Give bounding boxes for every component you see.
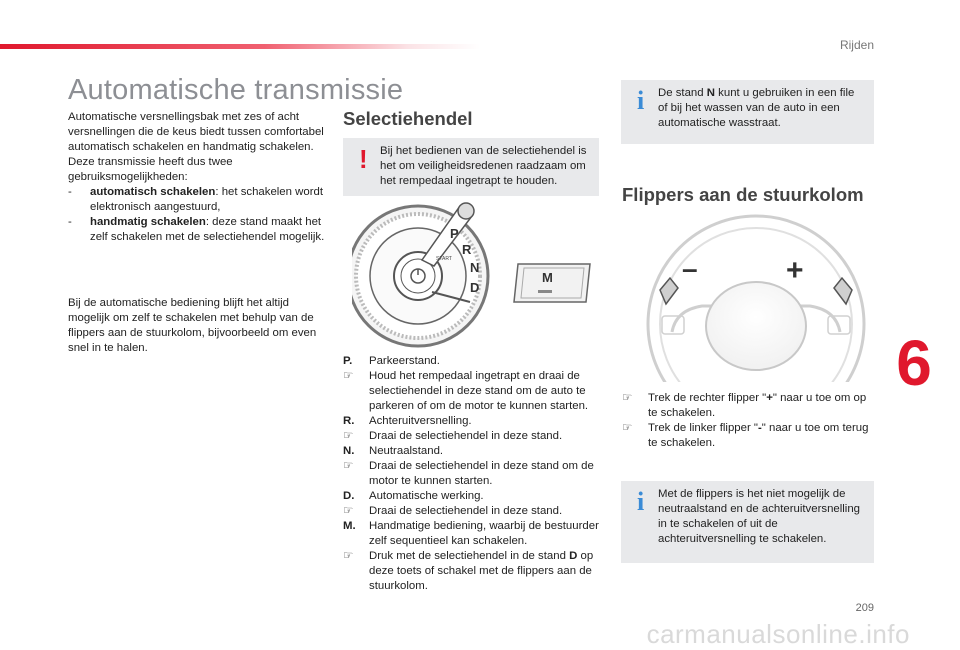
list-item — [68, 185, 328, 215]
bullet-icon: ☞ — [343, 370, 354, 382]
item-bold-term: handmatig schakelen — [90, 216, 206, 228]
list-item: ☞ Trek de rechter flipper "+" naar u toe om op te schakelen. — [622, 392, 867, 419]
gear-positions-list — [343, 354, 605, 594]
wheel-hub — [706, 282, 806, 370]
m-button-illustration — [512, 262, 592, 304]
bullet-icon: ☞ — [622, 392, 633, 404]
m-button-indicator — [538, 290, 552, 293]
dial-label-start: START — [436, 256, 452, 262]
info-icon: i — [637, 86, 645, 115]
list-item: N. Neutraalstand. — [343, 445, 444, 457]
page-number: 209 — [855, 602, 874, 614]
list-item: D. Automatische werking. — [343, 490, 484, 502]
intro-paragraph-3: Bij de automatische bediening blijft het altijd mogelijk om zelf te schakelen met behulp van de flippers aan de stuurkolom, bijvoorbeeld om even snel in te halen. — [68, 297, 317, 354]
item-bold-term: automatisch schakelen — [90, 186, 216, 198]
bullet-icon: ☞ — [343, 550, 354, 562]
chapter-label: Rijden — [839, 38, 874, 52]
list-item — [68, 215, 328, 245]
info-text: De stand N kunt u gebruiken in een file of bij het wassen van de auto in een automatische wasstraat. — [658, 87, 855, 129]
minus-label: – — [682, 253, 698, 284]
list-item: ☞ Houd het rempedaal ingetrapt en draai de selectiehendel in deze stand om de auto te parkeren of om de motor te kunnen starten. — [343, 370, 589, 412]
steering-wheel-illustration — [636, 214, 876, 382]
watermark: carmanualsonline.info — [646, 619, 910, 649]
item-text: : deze stand maakt het zelf schakelen met de selectiehendel mogelijk. — [90, 216, 325, 243]
info-icon: i — [637, 487, 645, 516]
warning-box — [343, 138, 599, 196]
flipper-instructions-list — [622, 391, 878, 451]
list-item: ☞ Draai de selectiehendel in deze stand om de motor te kunnen starten. — [343, 460, 594, 487]
dial-label-p: P — [450, 226, 459, 241]
dial-label-r: R — [462, 242, 472, 257]
list-item: M. Handmatige bediening, waarbij de bestuurder zelf sequentieel kan schakelen. — [343, 520, 599, 547]
intro-section — [68, 110, 328, 245]
item-text: : het schakelen wordt elektronisch aangestuurd, — [90, 186, 323, 213]
bullet-icon: ☞ — [343, 430, 354, 442]
chapter-number-badge: 6 — [896, 327, 932, 399]
gear-selector-illustration — [352, 200, 492, 350]
bullet-icon: ☞ — [343, 460, 354, 472]
list-item: R. Achteruitversnelling. — [343, 415, 472, 427]
dash-marker: - — [68, 216, 72, 228]
intro-paragraph-1: Automatische versnellingsbak met zes of acht versnellingen die de keus biedt tussen comfortabel automatisch schakelen en handmatig schakelen. — [68, 111, 324, 153]
list-item: ☞ Draai de selectiehendel in deze stand. — [343, 430, 563, 442]
dial-label-d: D — [470, 280, 480, 295]
warning-text: Bij het bedienen van de selectiehendel is het om veiligheidsredenen raadzaam om het rempedaal ingetrapt te houden. — [380, 145, 587, 187]
page-title: Automatische transmissie — [68, 74, 404, 106]
warning-icon: ! — [359, 144, 368, 174]
section-heading-flippers: Flippers aan de stuurkolom — [622, 184, 864, 205]
info-text: Met de flippers is het niet mogelijk de neutraalstand en de achteruitversnelling in te schakelen of uit de achteruitversnelling te schakelen. — [658, 488, 861, 545]
list-item: P. Parkeerstand. — [343, 355, 440, 367]
lever-knob — [458, 203, 474, 219]
info-box-neutral — [621, 80, 874, 144]
bullet-icon: ☞ — [343, 505, 354, 517]
top-accent-bar — [0, 44, 480, 49]
list-item: ☞ Draai de selectiehendel in deze stand. — [343, 505, 563, 517]
list-item: ☞ Druk met de selectiehendel in de stand D op deze toets of schakel met de flippers aan de stuurkolom. — [343, 550, 594, 592]
intro-paragraph-2: Deze transmissie heeft dus twee gebruiksmogelijkheden: — [68, 156, 233, 183]
plus-label: + — [786, 254, 804, 287]
section-heading-selectiehendel: Selectiehendel — [343, 108, 473, 129]
bullet-icon: ☞ — [622, 422, 633, 434]
m-button-label: M — [542, 270, 553, 285]
dial-label-n: N — [470, 260, 480, 275]
info-box-flippers — [621, 481, 874, 563]
dash-marker: - — [68, 186, 72, 198]
list-item: ☞ Trek de linker flipper "-" naar u toe om terug te schakelen. — [622, 422, 869, 449]
